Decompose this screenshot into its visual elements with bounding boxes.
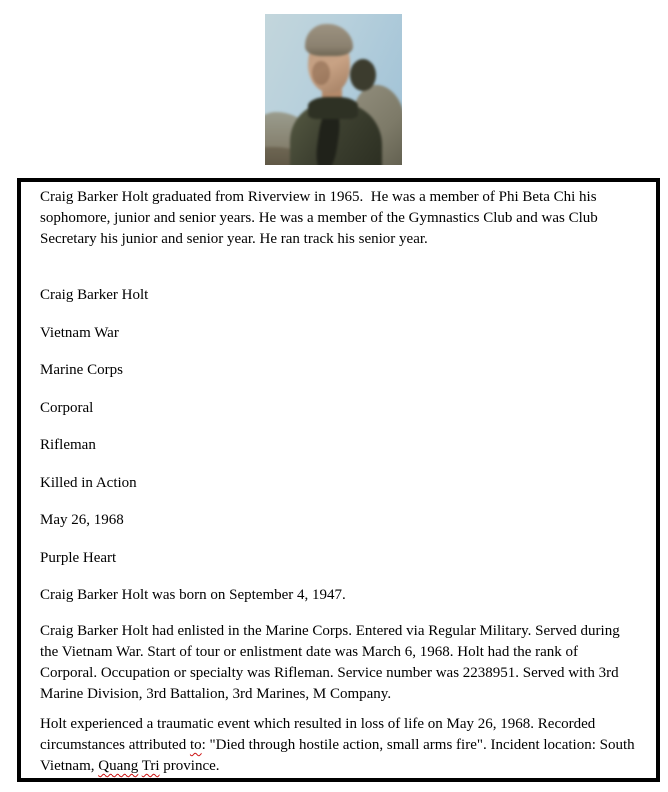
fact-full-name: Craig Barker Holt — [40, 287, 149, 303]
birth-paragraph: Craig Barker Holt was born on September 4, 1947. — [40, 587, 346, 603]
high-school-paragraph: Craig Barker Holt graduated from Riverview in 1965. He was a member of Phi Beta Chi his sophomore, junior and senior years. He was a member of the Gymnastics Club and was Club Secretary his junior and senior year. He ran track his senior year. — [40, 189, 602, 247]
head-shadow — [350, 59, 376, 91]
fact-service-branch: Marine Corps — [40, 362, 123, 378]
face-shading — [312, 61, 330, 85]
soldier-portrait-art — [265, 14, 402, 165]
fact-casualty-type: Killed in Action — [40, 474, 137, 491]
incident-paragraph — [40, 714, 639, 777]
misspelled-word-tri: Tri — [141, 758, 160, 774]
incident-text-part2: : "Died through hostile action, small arms fire". Incident location: South Vietnam, — [40, 737, 639, 774]
vest-collar — [308, 97, 358, 119]
fact-award: Purple Heart — [40, 549, 117, 566]
incident-text-part1: Holt experienced a traumatic event which resulted in loss of life on May 26, 1968. Recorded circumstances attributed — [40, 716, 599, 753]
misspelled-word-quang: Quang — [98, 758, 139, 774]
fact-casualty-date: May 26, 1968 — [40, 512, 124, 528]
soldier-hair — [305, 24, 353, 56]
fact-rank: Corporal — [40, 399, 94, 416]
service-record-paragraph: Craig Barker Holt had enlisted in the Marine Corps. Entered via Regular Military. Served during the Vietnam War. Start of tour or enlistment date was March 6, 1968. Holt had the rank of Corporal. Occupation or specialty was Rifleman. Service number was 2238951. Served with 3rd Marine Division, 3rd Battalion, 3rd Marines, M Company. — [40, 623, 624, 702]
fact-war: Vietnam War — [40, 324, 119, 341]
misspelled-word-to: to — [189, 737, 202, 753]
fact-specialty: Rifleman — [40, 437, 96, 453]
incident-text-part3: province. — [159, 758, 220, 774]
biography-text-box — [17, 178, 660, 782]
soldier-portrait-photo — [265, 14, 402, 165]
